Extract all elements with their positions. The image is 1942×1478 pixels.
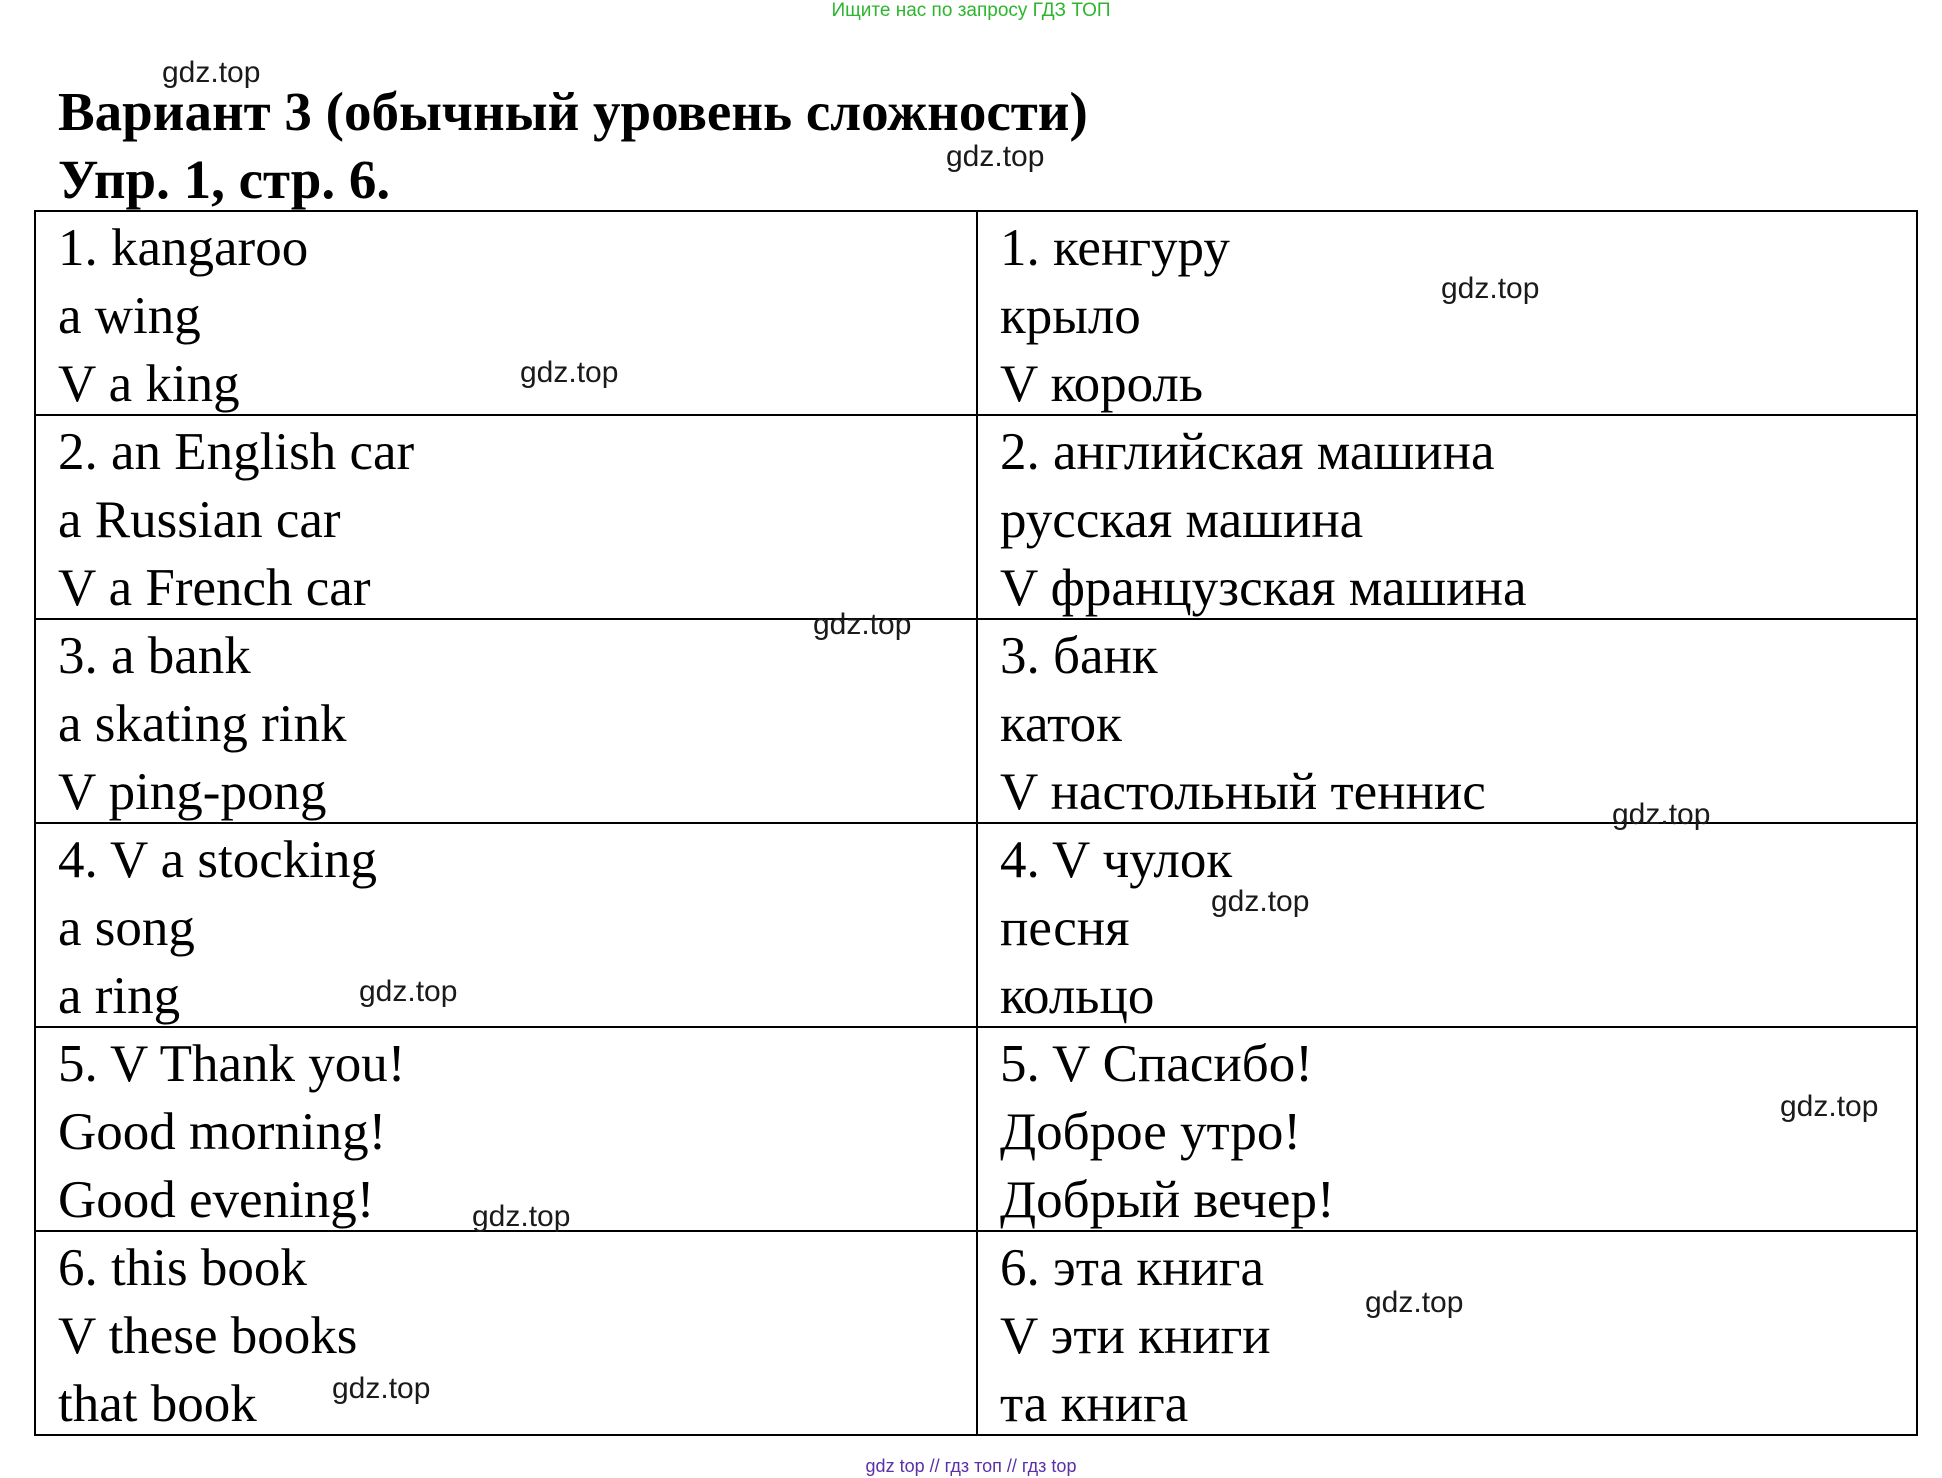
cell-line: русская машина (1000, 491, 1364, 549)
cell-line: крыло (1000, 287, 1141, 345)
cell-line: that book (58, 1375, 257, 1433)
cell-line: a ring (58, 967, 181, 1025)
russian-cell (978, 620, 1918, 822)
top-banner: Ищите нас по запросу ГДЗ ТОП (831, 0, 1111, 21)
cell-line: V a French car (58, 559, 371, 617)
cell-line: V a king (58, 355, 240, 413)
cell-line: 4. V чулок (1000, 831, 1233, 889)
english-cell (36, 212, 978, 414)
cell-line: 6. this book (58, 1239, 307, 1297)
watermark: gdz.top (1612, 798, 1711, 831)
cell-line: V король (1000, 355, 1204, 413)
cell-line: V настольный теннис (1000, 763, 1486, 821)
watermark: gdz.top (813, 608, 912, 641)
cell-line: кольцо (1000, 967, 1155, 1025)
russian-cell (978, 1232, 1918, 1436)
table-row (36, 212, 1916, 416)
cell-line: a wing (58, 287, 201, 345)
watermark: gdz.top (162, 56, 261, 89)
english-cell (36, 824, 978, 1026)
english-cell (36, 620, 978, 822)
watermark: gdz.top (1441, 272, 1540, 305)
cell-line: a Russian car (58, 491, 341, 549)
table-row (36, 1028, 1916, 1232)
page-title: Вариант 3 (обычный уровень сложности) (58, 81, 1088, 142)
cell-line: a song (58, 899, 195, 957)
cell-line: 6. эта книга (1000, 1239, 1265, 1297)
russian-cell (978, 212, 1918, 414)
watermark: gdz.top (332, 1372, 431, 1405)
cell-line: Good evening! (58, 1171, 375, 1229)
watermark: gdz.top (946, 140, 1045, 173)
cell-line: V эти книги (1000, 1307, 1271, 1365)
cell-line: V французская машина (1000, 559, 1527, 617)
table-row (36, 1232, 1916, 1436)
russian-cell (978, 1028, 1918, 1230)
cell-line: 1. kangaroo (58, 219, 309, 277)
cell-line: V these books (58, 1307, 358, 1365)
cell-line: Добрый вечер! (1000, 1171, 1335, 1229)
cell-line: 5. V Thank you! (58, 1035, 406, 1093)
cell-line: 3. банк (1000, 627, 1158, 685)
russian-cell (978, 824, 1918, 1026)
cell-line: та книга (1000, 1375, 1189, 1433)
footer-links: gdz top // гдз топ // гдз top (865, 1456, 1077, 1476)
table-row (36, 620, 1916, 824)
cell-line: 4. V a stocking (58, 831, 377, 889)
watermark: gdz.top (472, 1200, 571, 1233)
watermark: gdz.top (1211, 885, 1310, 918)
watermark: gdz.top (520, 356, 619, 389)
cell-line: 3. a bank (58, 627, 251, 685)
cell-line: 2. английская машина (1000, 423, 1495, 481)
cell-line: a skating rink (58, 695, 347, 753)
english-cell (36, 416, 978, 618)
cell-line: Good morning! (58, 1103, 387, 1161)
table-row (36, 416, 1916, 620)
watermark: gdz.top (1780, 1090, 1879, 1123)
exercise-subtitle: Упр. 1, стр. 6. (58, 149, 391, 210)
cell-line: каток (1000, 695, 1122, 753)
cell-line: 1. кенгуру (1000, 219, 1230, 277)
cell-line: 2. an English car (58, 423, 415, 481)
english-cell (36, 1232, 978, 1436)
watermark: gdz.top (359, 975, 458, 1008)
cell-line: V ping-pong (58, 763, 327, 821)
table-row (36, 824, 1916, 1028)
cell-line: 5. V Спасибо! (1000, 1035, 1313, 1093)
watermark: gdz.top (1365, 1286, 1464, 1319)
cell-line: песня (1000, 899, 1130, 957)
cell-line: Доброе утро! (1000, 1103, 1301, 1161)
russian-cell (978, 416, 1918, 618)
